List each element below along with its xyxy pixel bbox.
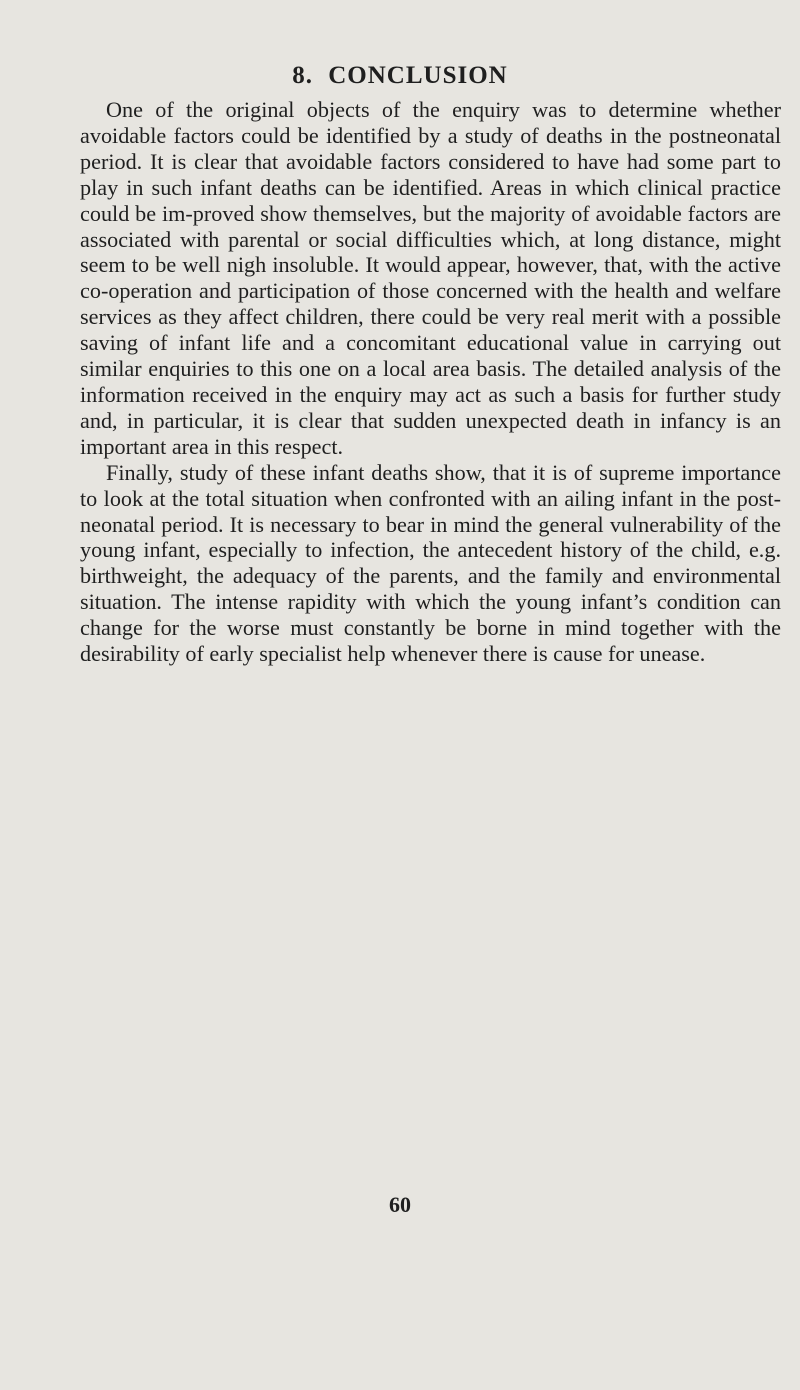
section-number: 8. [292, 62, 313, 89]
section-heading [0, 62, 800, 90]
page-number: 60 [389, 1192, 411, 1217]
paragraph-avoidable-factors: One of the original objects of the enquiry was to determine whether avoidable factors could be identified by a study of deaths in the postneonatal period. It is clear that avoidable factors considered to have had some part to play in such infant deaths can be identified. Areas in which clinical practice could be im-proved show themselves, but the majority of avoidable factors are associated with parental or social difficulties which, at long distance, might seem to be well nigh insoluble. It would appear, however, that, with the active co-operation and participation of those concerned with the health and welfare services as they affect children, there could be very real merit with a possible saving of infant life and a concomitant educational value in carrying out similar enquiries to this one on a local area basis. The detailed analysis of the information received in the enquiry may act as such a basis for further study and, in particular, it is clear that sudden unexpected death in infancy is an important area in this respect. [80, 97, 781, 459]
paragraph-finally: Finally, study of these infant deaths show, that it is of supreme importance to look at the total situation when confronted with an ailing infant in the post-neonatal period. It is necessary to bear in mind the general vulnerability of the young infant, especially to infection, the antecedent history of the child, e.g. birthweight, the adequacy of the parents, and the family and environmental situation. The intense rapidity with which the young infant’s condition can change for the worse must constantly be borne in mind together with the desirability of early specialist help whenever there is cause for unease. [80, 459, 781, 667]
section-title: CONCLUSION [328, 62, 508, 89]
body-text [80, 97, 781, 667]
